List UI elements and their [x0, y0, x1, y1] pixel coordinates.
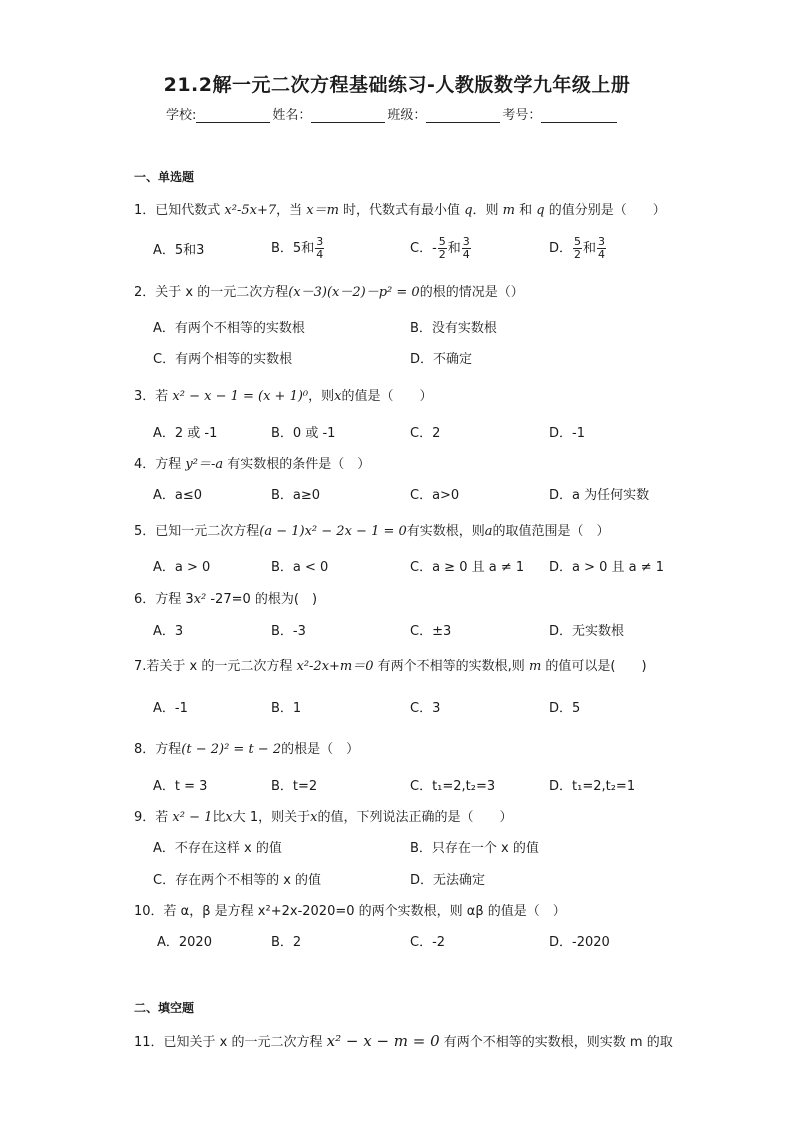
option-b[interactable]: B．a≥0: [271, 488, 321, 503]
option-a[interactable]: A．2020: [157, 935, 212, 950]
question-9: 9．若 x² − 1比x大 1，则关于x的值，下列说法正确的是（ ）: [134, 810, 513, 825]
option-b[interactable]: B．t=2: [271, 779, 318, 794]
q1-text: 和: [514, 203, 537, 218]
question-1: [134, 199, 666, 218]
page-title: 21.2解一元二次方程基础练习-人教版数学九年级上册: [163, 74, 631, 96]
option-a[interactable]: A．t = 3: [153, 779, 208, 794]
option-b[interactable]: B．-3: [271, 624, 306, 639]
option-d[interactable]: D．无法确定: [410, 873, 486, 888]
option-c[interactable]: C．3: [410, 701, 441, 716]
q5-expression: (a − 1)x² − 2x − 1 = 0: [259, 524, 407, 539]
option-a[interactable]: A．-1: [153, 701, 188, 716]
option-a[interactable]: A．有两个不相等的实数根: [153, 321, 305, 336]
option-d[interactable]: D． $\frac{5}{2}$ 和 $\frac{3}{4}$: [549, 235, 606, 261]
fraction: $\frac{3}{4}$: [598, 235, 606, 261]
q1-condition: x＝m: [306, 203, 339, 218]
option-a[interactable]: A．a > 0: [153, 560, 211, 575]
option-b[interactable]: B．0 或 -1: [271, 426, 336, 441]
option-a[interactable]: A．a≤0: [153, 488, 203, 503]
option-c[interactable]: C．- $\frac{5}{2}$ 和 $\frac{3}{4}$: [410, 235, 470, 261]
question-6: 6．方程 3x² -27=0 的根为( ): [134, 592, 318, 607]
question-11: 11．已知关于 x 的一元二次方程 x² − x − m = 0 有两个不相等的实数根，则实数 m 的取: [134, 1032, 673, 1050]
option-a[interactable]: A．5和3: [153, 243, 205, 258]
option-d[interactable]: D．t₁=2,t₂=1: [549, 779, 636, 794]
fraction: $\frac{5}{2}$: [574, 235, 582, 261]
option-c[interactable]: C．a ≥ 0 且 a ≠ 1: [410, 560, 525, 575]
question-10: 10．若 α，β 是方程 x²+2x-2020=0 的两个实数根，则 αβ 的值是（ ）: [134, 904, 566, 919]
name-blank[interactable]: [311, 108, 385, 123]
q1-var: m: [502, 203, 515, 218]
option-b[interactable]: B．没有实数根: [410, 321, 497, 336]
class-label: 班级：: [387, 108, 427, 123]
question-7: 7.若关于 x 的一元二次方程 x²-2x+m＝0 有两个不相等的实数根,则 m 的值可以是( ): [134, 659, 647, 674]
option-c[interactable]: C．a>0: [410, 488, 460, 503]
option-d[interactable]: D．a > 0 且 a ≠ 1: [549, 560, 665, 575]
option-b[interactable]: B．a < 0: [271, 560, 329, 575]
fraction: $\frac{3}{4}$: [462, 235, 470, 261]
q1-text: ．则: [472, 203, 503, 218]
section-single-choice: 一、单选题: [134, 170, 195, 184]
option-d[interactable]: D．-2020: [549, 935, 610, 950]
q11-expression: x² − x − m = 0: [326, 1032, 440, 1050]
q3-expression: x² − x − 1 = (x + 1)⁰: [172, 389, 309, 404]
option-b[interactable]: B．1: [271, 701, 302, 716]
option-c[interactable]: C．t₁=2,t₂=3: [410, 779, 496, 794]
option-c[interactable]: C．存在两个不相等的 x 的值: [153, 873, 322, 888]
option-a[interactable]: A．不存在这样 x 的值: [153, 841, 282, 856]
exam-no-label: 考号：: [502, 108, 542, 123]
option-d[interactable]: D．无实数根: [549, 624, 625, 639]
question-2: 2．关于 x 的一元二次方程(x－3)(x－2)－p² = 0的根的情况是（）: [134, 285, 524, 300]
question-5: 5．已知一元二次方程(a − 1)x² − 2x − 1 = 0有实数根，则a的取值范围是（ ）: [134, 524, 610, 539]
option-d[interactable]: D．5: [549, 701, 581, 716]
school-label: 学校:: [166, 108, 197, 123]
q8-expression: (t − 2)² = t − 2: [181, 742, 282, 757]
question-4: 4．方程 y²＝-a 有实数根的条件是（ ）: [134, 457, 371, 472]
option-d[interactable]: D．a 为任何实数: [549, 488, 650, 503]
q9-expression: x² − 1: [172, 810, 213, 825]
q1-text: 时，代数式有最小值: [338, 203, 465, 218]
school-blank[interactable]: [196, 108, 270, 123]
option-d[interactable]: D．-1: [549, 426, 585, 441]
option-b[interactable]: B．5和 $\frac{3}{4}$: [271, 235, 324, 261]
q1-text: 1．已知代数式: [134, 203, 225, 218]
q4-expression: y²＝-a: [185, 457, 224, 472]
q7-expression: x²-2x+m＝0: [296, 659, 374, 674]
exam-no-blank[interactable]: [541, 108, 617, 123]
q2-expression: (x－3)(x－2)－p² = 0: [288, 285, 420, 300]
question-8: 8．方程(t − 2)² = t − 2的根是（ ）: [134, 742, 360, 757]
option-b[interactable]: B．只存在一个 x 的值: [410, 841, 539, 856]
q1-expression: x²-5x+7: [224, 203, 277, 218]
option-c[interactable]: C．-2: [410, 935, 446, 950]
student-info-line: [166, 104, 619, 123]
option-c[interactable]: C．有两个相等的实数根: [153, 352, 293, 367]
fraction: $\frac{3}{4}$: [316, 235, 324, 261]
q6-expression: x²: [193, 592, 207, 607]
class-blank[interactable]: [426, 108, 500, 123]
option-d[interactable]: D．不确定: [410, 352, 473, 367]
q1-text: ，当: [276, 203, 307, 218]
option-c[interactable]: C．±3: [410, 624, 452, 639]
section-fill-in: 二、填空题: [134, 1001, 195, 1015]
name-label: 姓名：: [272, 108, 312, 123]
question-3: 3．若 x² − x − 1 = (x + 1)⁰，则x的值是（ ）: [134, 389, 433, 404]
q1-var: q: [464, 203, 473, 218]
q1-var: q: [536, 203, 545, 218]
option-c[interactable]: C．2: [410, 426, 441, 441]
fraction: $\frac{5}{2}$: [438, 235, 446, 261]
option-a[interactable]: A．3: [153, 624, 184, 639]
option-b[interactable]: B．2: [271, 935, 302, 950]
q1-text: 的值分别是（ ）: [544, 203, 666, 218]
option-a[interactable]: A．2 或 -1: [153, 426, 218, 441]
